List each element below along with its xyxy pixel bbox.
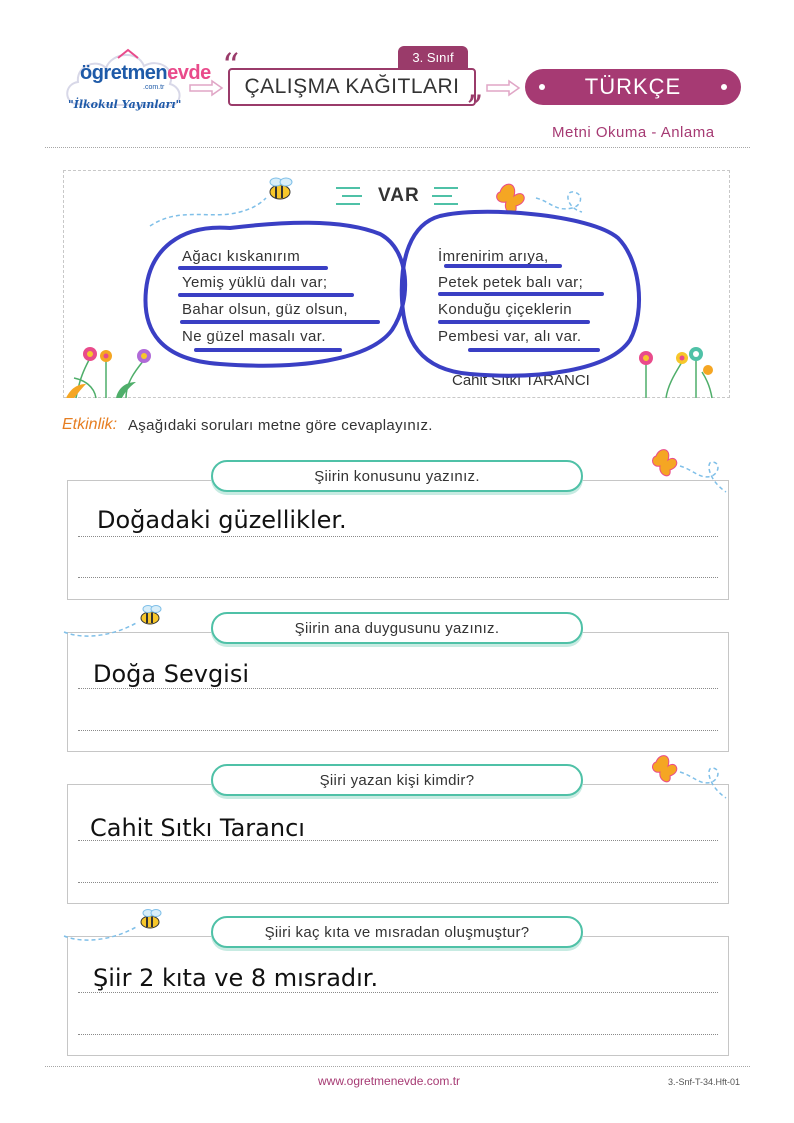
answer-line: [78, 992, 718, 993]
quote-open-mark: “: [222, 46, 240, 86]
question-pill: Şiirin ana duygusunu yazınız.: [211, 612, 583, 644]
question-pill: Şiiri kaç kıta ve mısradan oluşmuştur?: [211, 916, 583, 948]
question-pill: Şiirin konusunu yazınız.: [211, 460, 583, 492]
answer-text: Cahit Sıtkı Tarancı: [90, 814, 305, 842]
subject-label: TÜRKÇE: [584, 74, 682, 99]
answer-line: [78, 1034, 718, 1035]
quote-close-mark: ”: [466, 88, 484, 128]
poem-title: VAR: [378, 185, 420, 206]
bee-icon: [64, 600, 174, 640]
answer-line: [78, 882, 718, 883]
answer-text: Doğa Sevgisi: [93, 660, 250, 688]
poem-line: Pembesi var, alı var.: [438, 328, 582, 345]
logo-subtitle: "İlkokul Yayınları": [68, 98, 182, 111]
logo-wordmark: ögretmenevde: [80, 62, 211, 84]
answer-text: Doğadaki güzellikler.: [97, 506, 347, 534]
butterfly-icon: [650, 446, 734, 500]
answer-line: [78, 577, 718, 578]
answer-box: [67, 784, 729, 904]
pen-annotations: [0, 0, 794, 420]
answer-text: Şiir 2 kıta ve 8 mısradır.: [93, 964, 379, 992]
activity-instruction: Aşağıdaki soruları metne göre cevaplayınız.: [128, 417, 433, 434]
answer-box: [67, 936, 729, 1056]
footer-url[interactable]: www.ogretmenevde.com.tr: [318, 1074, 461, 1088]
poem-line: İmrenirim arıya,: [438, 248, 549, 265]
answer-line: [78, 730, 718, 731]
poem-line: Petek petek balı var;: [438, 274, 584, 291]
answer-line: [78, 536, 718, 537]
section-label: Metni Okuma - Anlama: [552, 124, 715, 141]
poem-line: Bahar olsun, güz olsun,: [182, 301, 348, 318]
bee-icon: [64, 904, 174, 944]
grade-tab: 3. Sınıf: [398, 46, 468, 68]
answer-box: [67, 632, 729, 752]
logo-domain: .com.tr: [143, 84, 165, 91]
answer-line: [78, 688, 718, 689]
answer-box: [67, 480, 729, 600]
butterfly-icon: [650, 752, 734, 806]
question-pill: Şiiri yazan kişi kimdir?: [211, 764, 583, 796]
poem-line: Yemiş yüklü dalı var;: [182, 274, 328, 291]
poem-line: Ağacı kıskanırım: [182, 248, 301, 265]
worksheet-title: ÇALIŞMA KAĞITLARI: [228, 68, 476, 106]
activity-label: Etkinlik:: [62, 416, 118, 433]
footer-divider: [45, 1066, 750, 1067]
poem-line: Ne güzel masalı var.: [182, 328, 326, 345]
poem-line: Konduğu çiçeklerin: [438, 301, 572, 318]
poem-author: Cahit Sıtkı TARANCI: [452, 372, 590, 389]
footer-code: 3.-Snf-T-34.Hft-01: [668, 1077, 741, 1087]
